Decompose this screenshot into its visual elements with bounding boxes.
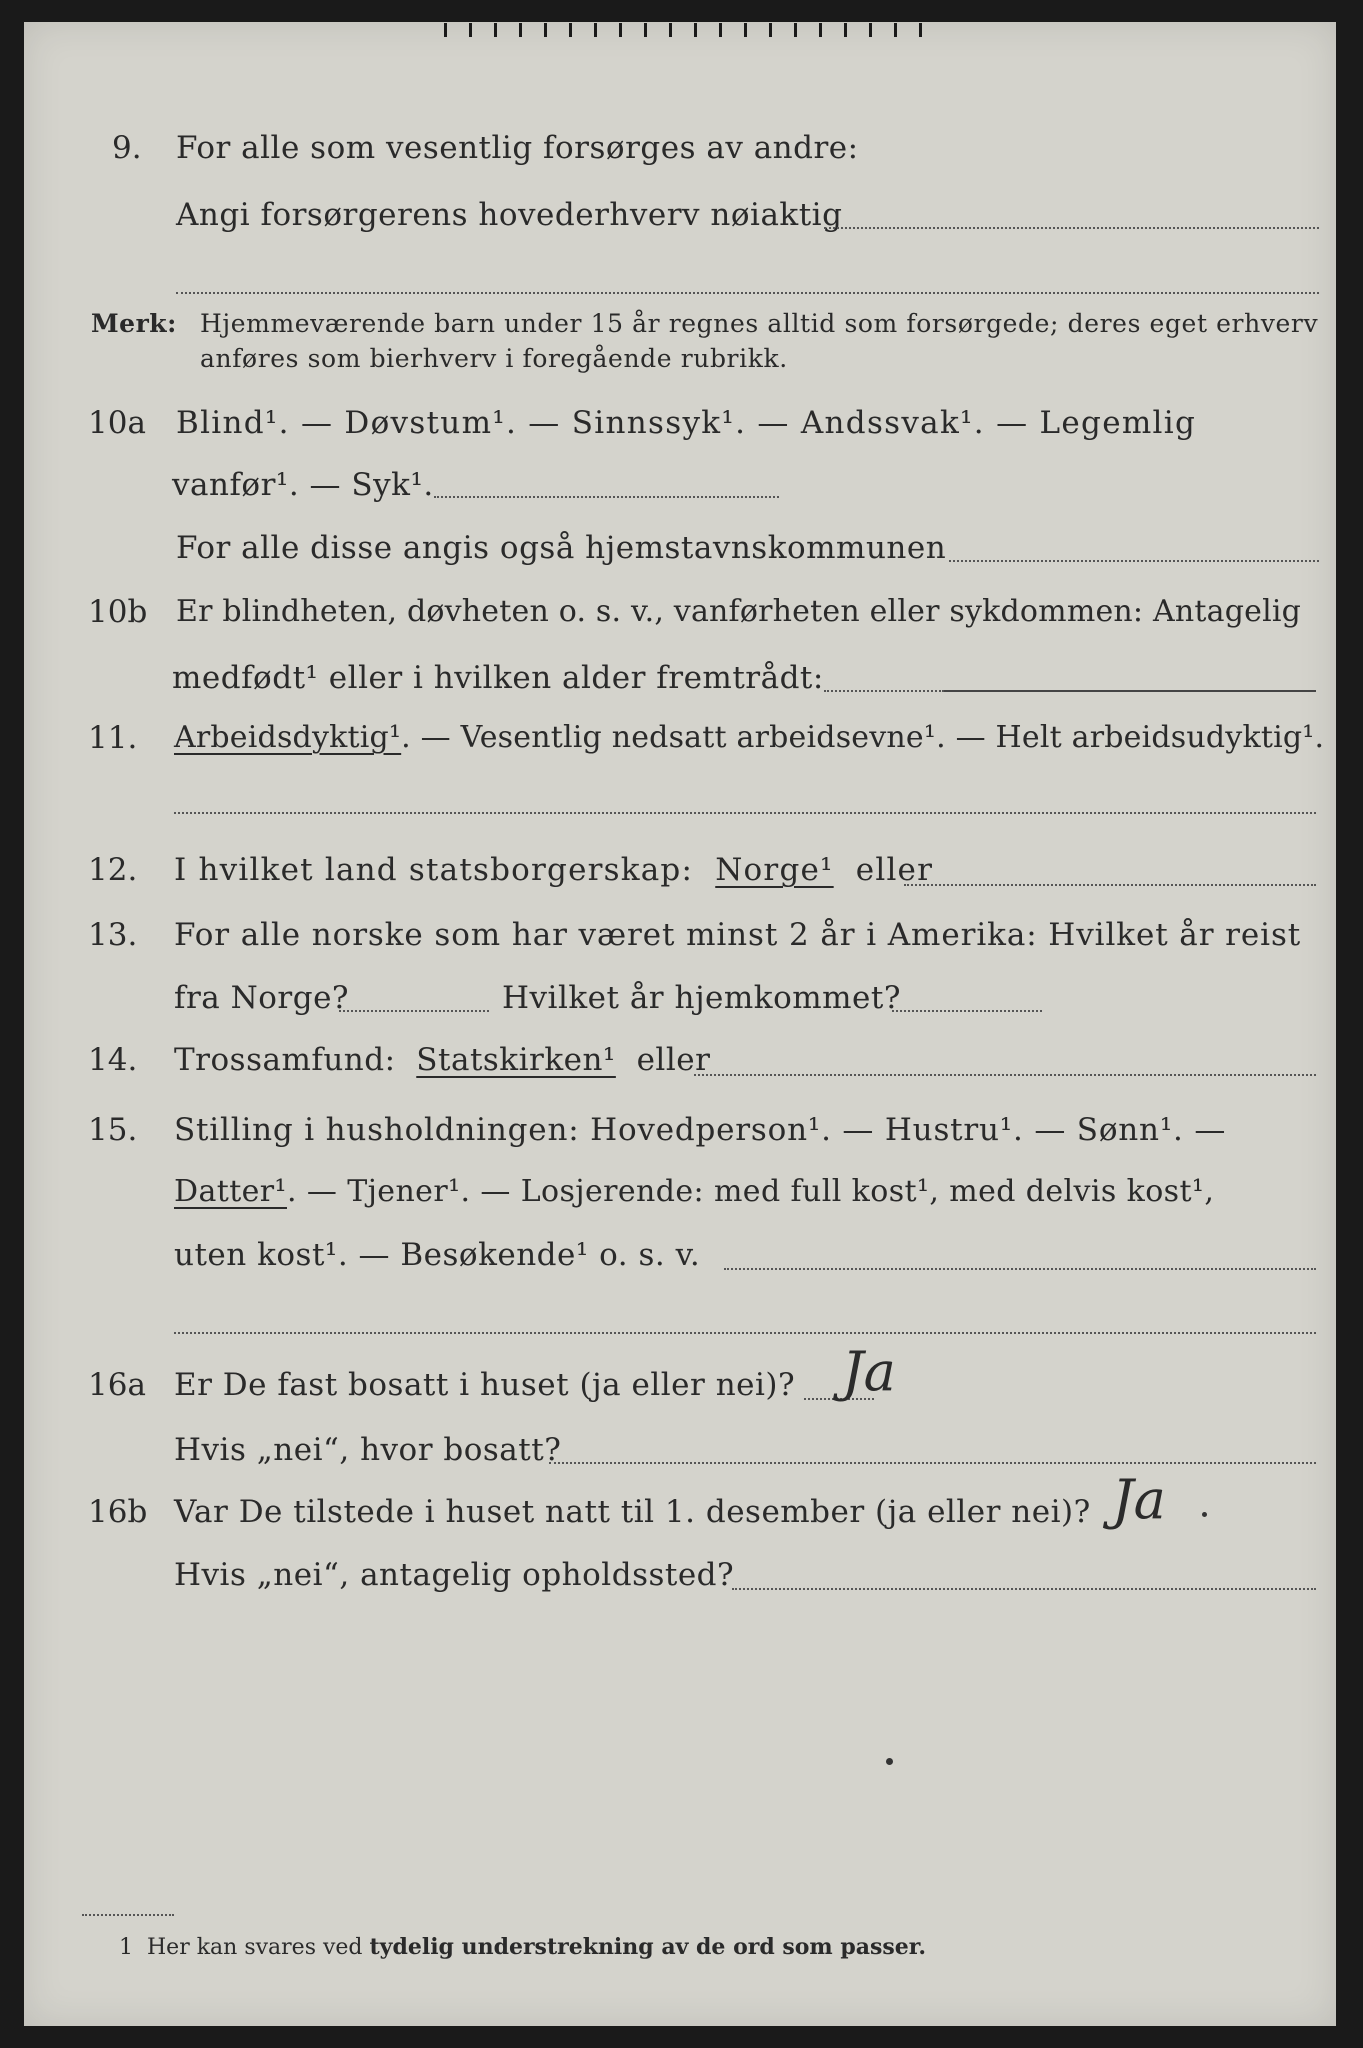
q10b-number: 10b: [88, 594, 148, 630]
q15-underlined-option: Datter¹: [174, 1174, 287, 1209]
merk-line2: anføres som bierhverv i foregående rubrikk.: [200, 344, 788, 373]
q10b-line2: medfødt¹ eller i hvilken alder fremtrådt:: [172, 660, 824, 696]
q15-line2-rest: . — Tjener¹. — Losjerende: med full kost¹, med delvis kost¹,: [286, 1174, 1215, 1209]
q16a-bosatt-answer-line[interactable]: [549, 1462, 1316, 1464]
q13-line1: For alle norske som har været minst 2 år i Amerika: Hvilket år reist: [174, 917, 1302, 953]
footnote: [119, 1934, 926, 1960]
q10b-line1: Er blindheten, døvheten o. s. v., vanførheten eller sykdommen: Antagelig: [176, 594, 1302, 629]
footnote-text: Her kan svares ved: [147, 1935, 363, 1960]
q14-underlined-option: Statskirken¹: [416, 1042, 616, 1078]
q15-answer-line-2[interactable]: [174, 1332, 1316, 1334]
q12-number: 12.: [88, 852, 138, 888]
q12-pre: I hvilket land statsborgerskap:: [174, 852, 694, 888]
footnote-bold-text: tydelig understrekning av de ord som passer.: [369, 1934, 927, 1960]
q14-pre: Trossamfund:: [174, 1042, 396, 1078]
footnote-mark: 1: [119, 1935, 133, 1960]
merk-line1: Hjemmeværende barn under 15 år regnes alltid som forsørgede; deres eget erhverv: [200, 309, 1319, 338]
q15-line2: [174, 1174, 1214, 1209]
q12-answer-line[interactable]: [904, 884, 1316, 886]
q10a-kommune-answer-line[interactable]: [949, 560, 1319, 562]
footnote-rule: [82, 1914, 174, 1916]
q12-post: eller: [855, 852, 934, 888]
q15-answer-line[interactable]: [724, 1268, 1316, 1270]
q14-line: [174, 1042, 710, 1078]
q10a-line2: vanfør¹. — Syk¹.: [172, 467, 434, 503]
q11-answer-line[interactable]: [174, 812, 1316, 814]
q10a-syk-answer-line[interactable]: [434, 496, 779, 498]
q16a-line2: Hvis „nei“, hvor bosatt?: [174, 1432, 562, 1468]
q9-line1: For alle som vesentlig forsørges av andre:: [176, 130, 859, 166]
q16a-number: 16a: [88, 1367, 146, 1403]
q13-hjemkommet-answer-line[interactable]: [892, 1010, 1042, 1012]
q11-line: [174, 720, 1324, 755]
q9-answer-line[interactable]: [824, 227, 1319, 229]
q14-post: eller: [636, 1042, 711, 1078]
q11-rest: . — Vesentlig nedsatt arbeidsevne¹. — Helt arbeidsudyktig¹.: [401, 720, 1325, 755]
q15-line1: Stilling i husholdningen: Hovedperson¹. — Hustru¹. — Sønn¹. —: [174, 1112, 1227, 1148]
q13-reist-answer-line[interactable]: [339, 1010, 489, 1012]
q14-answer-line[interactable]: [694, 1074, 1316, 1076]
q10a-number: 10a: [88, 405, 146, 441]
q16a-handwritten-answer: Ja: [842, 1340, 896, 1403]
q14-number: 14.: [88, 1042, 138, 1078]
paper-speck: [886, 1758, 893, 1765]
q10b-answer-dots[interactable]: [824, 690, 944, 692]
q10b-answer-line[interactable]: [944, 690, 1316, 692]
q13-line2a: fra Norge?: [174, 980, 350, 1016]
q16b-line2: Hvis „nei“, antagelig opholdssted?: [174, 1557, 735, 1593]
edge-binding-marks: [444, 22, 964, 38]
q11-underlined-option: Arbeidsdyktig¹: [174, 720, 402, 755]
q10a-line1: Blind¹. — Døvstum¹. — Sinnssyk¹. — Andssvak¹. — Legemlig: [176, 405, 1197, 441]
q13-line2b: Hvilket år hjemkommet?: [502, 980, 901, 1016]
form-page: [24, 22, 1336, 2026]
q9-number: 9.: [112, 130, 142, 166]
q16b-handwritten-answer: Ja: [1112, 1468, 1166, 1531]
q9-line2: Angi forsørgerens hovederhverv nøiaktig: [176, 197, 843, 233]
q10a-line3: For alle disse angis også hjemstavnskommunen: [176, 530, 947, 566]
q11-number: 11.: [88, 720, 138, 756]
q16a-line1: Er De fast bosatt i huset (ja eller nei)?: [174, 1367, 796, 1403]
q15-number: 15.: [88, 1112, 138, 1148]
paper-speck: [1202, 1512, 1207, 1517]
q16b-opholdssted-answer-line[interactable]: [732, 1588, 1316, 1590]
q15-line3: uten kost¹. — Besøkende¹ o. s. v.: [174, 1237, 701, 1273]
q16b-line1: Var De tilstede i huset natt til 1. desember (ja eller nei)?: [174, 1494, 1091, 1530]
q16b-number: 16b: [88, 1494, 148, 1530]
merk-label: Merk:: [91, 309, 177, 338]
q12-line: [174, 852, 933, 888]
q9-answer-line-2[interactable]: [176, 292, 1319, 294]
q13-number: 13.: [88, 917, 138, 953]
q12-underlined-option: Norge¹: [715, 852, 834, 888]
